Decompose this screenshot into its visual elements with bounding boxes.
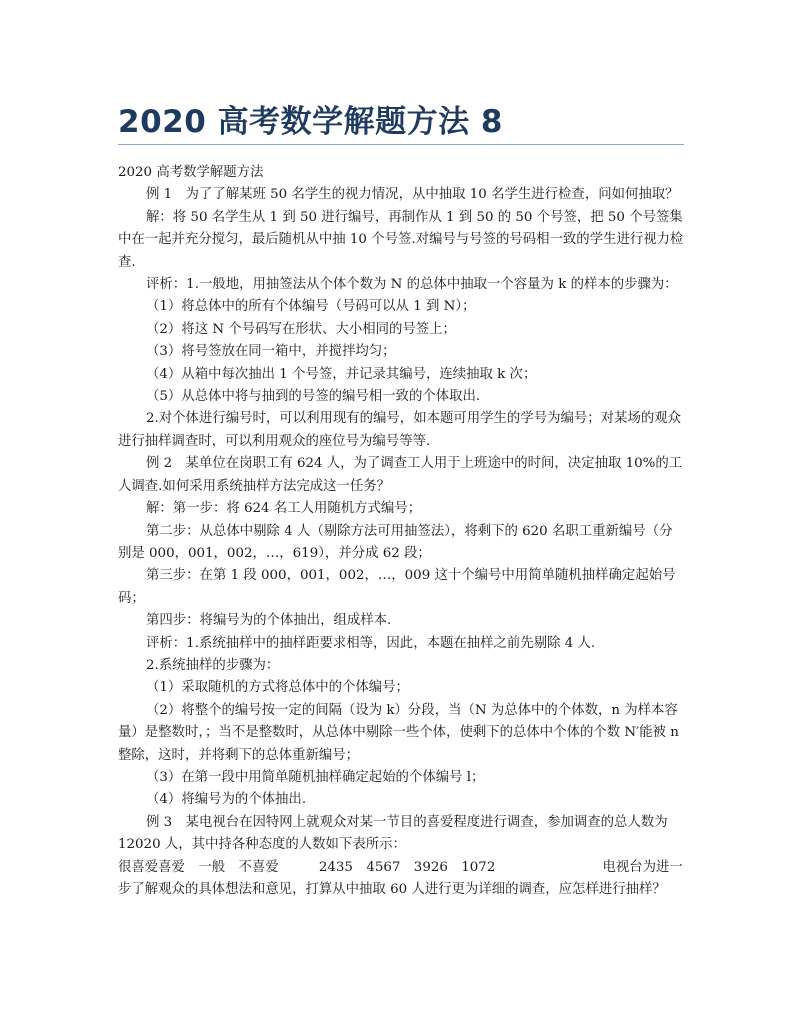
example-2-comment: 评析：1.系统抽样中的抽样距要求相等，因此，本题在抽样之前先剔除 4 人. — [146, 635, 596, 651]
lottery-step-2: （2）将这 N 个号码写在形状、大小相同的号签上； — [146, 321, 456, 337]
page-title: 2020 高考数学解题方法 8 — [118, 104, 503, 140]
example-1-question: 例 1 为了了解某班 50 名学生的视力情况，从中抽取 10 名学生进行检查，问如何抽取？ — [146, 187, 679, 203]
title-divider — [118, 144, 684, 145]
systematic-step-1: （1）采取随机的方式将总体中的个体编号； — [146, 680, 409, 696]
lottery-step-5: （5）从总体中将与抽到的号签的编号相一致的个体取出. — [146, 389, 481, 405]
systematic-step-2: （2）将整个的编号按一定的间隔（设为 k）分段，当（N 为总体中的个体数，n 为样本容量）是整数时，；当不是整数时，从总体中剔除一些个体，使剩下的总体中个体的个数 N′能被 n 整除，这时，并将剩下的总体重新编号； — [118, 702, 679, 763]
systematic-step-3: （3）在第一段中用简单随机抽样确定起始的个体编号 l； — [146, 769, 485, 785]
example-2-step-1: 解：第一步：将 624 名工人用随机方式编号； — [146, 501, 422, 517]
systematic-step-4: （4）将编号为的个体抽出. — [146, 792, 307, 808]
systematic-steps-heading: 2.系统抽样的步骤为： — [146, 657, 280, 673]
example-2-question: 例 2 某单位在岗职工有 624 人，为了调查工人用于上班途中的时间，决定抽取 10%的工人调查.如何采用系统抽样方法完成这一任务？ — [118, 456, 683, 494]
subtitle-line: 2020 高考数学解题方法 — [118, 165, 264, 180]
lottery-step-1: （1）将总体中的所有个体编号（号码可以从 1 到 N）； — [146, 299, 476, 315]
example-1-solution: 解：将 50 名学生从 1 到 50 进行编号，再制作从 1 到 50 的 50 个号签，把 50 个号签集中在一起并充分搅匀，最后随机从中抽 10 个号签.对编号与号签的号码相一致的学生进行视力检查. — [118, 209, 684, 270]
example-2-step-4: 第四步：将编号为的个体抽出，组成样本. — [146, 613, 392, 629]
example-3-question: 例 3 某电视台在因特网上就观众对某一节目的喜爱程度进行调查，参加调查的总人数为 12020 人，其中持各种态度的人数如下表所示： — [118, 814, 668, 853]
lottery-step-3: （3）将号签放在同一箱中，并搅拌均匀； — [146, 344, 396, 360]
article-body — [118, 162, 684, 901]
example-2-step-3: 第三步：在第 1 段 000，001，002，…，009 这十个编号中用简单随机抽样确定起始号码； — [118, 568, 676, 606]
example-3-table-and-question: 很喜爱喜爱 一般 不喜爱 2435 4567 3926 1072 电视台为进一步了解观众的具体想法和意见，打算从中抽取 60 人进行更为详细的调查，应怎样进行抽样？ — [118, 859, 683, 897]
example-1-comment-2: 2.对个体进行编号时，可以利用现有的编号，如本题可用学生的学号为编号；对某场的观众进行抽样调查时，可以利用观众的座位号为编号等等. — [118, 411, 682, 449]
example-2-step-2: 第二步：从总体中剔除 4 人（剔除方法可用抽签法），将剩下的 620 名职工重新编号（分别是 000，001，002，…，619），并分成 62 段； — [118, 523, 673, 561]
lottery-step-4: （4）从箱中每次抽出 1 个号签，并记录其编号，连续抽取 k 次； — [146, 366, 537, 382]
example-1-comment: 评析：1.一般地，用抽签法从个体个数为 N 的总体中抽取一个容量为 k 的样本的步骤为： — [146, 277, 678, 293]
